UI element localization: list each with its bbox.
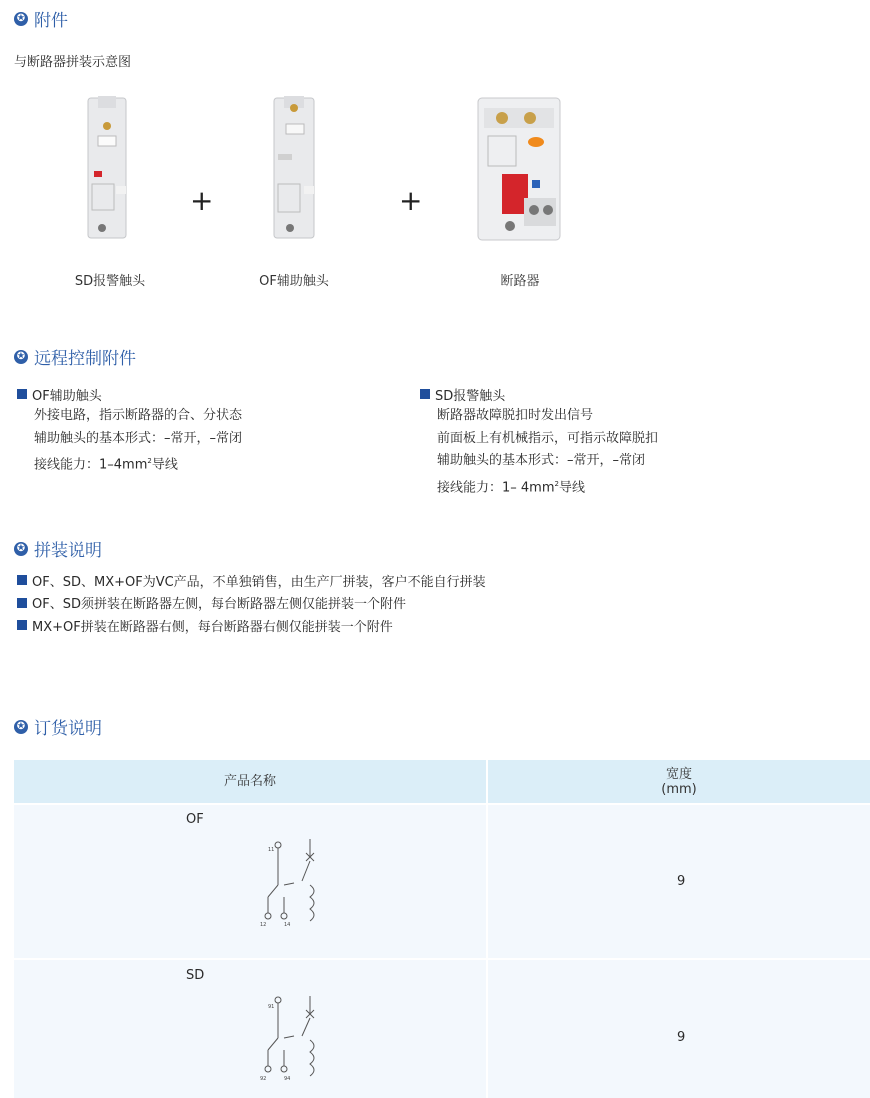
plus-sign-2: + bbox=[399, 184, 423, 217]
sd-line: 断路器故障脱扣时发出信号 bbox=[437, 408, 594, 423]
of-line: 外接电路，指示断路器的合、分状态 bbox=[34, 408, 243, 423]
svg-text:14: 14 bbox=[284, 922, 291, 927]
bullet-square-icon bbox=[17, 575, 27, 585]
star-icon: ✪ bbox=[14, 350, 28, 364]
bullet-square-icon bbox=[17, 389, 27, 399]
sd-contact-heading: SD报警触头 bbox=[435, 388, 506, 404]
of-wire-capacity: 接线能力：$1-4mm^2$导线 bbox=[34, 457, 178, 473]
col-header-width: 宽度 (mm) bbox=[488, 760, 870, 803]
svg-text:94: 94 bbox=[284, 1076, 291, 1082]
svg-text:91: 91 bbox=[268, 1004, 275, 1010]
ordering-table bbox=[14, 760, 870, 1098]
assembly-note: OF、SD须拼装在断路器左侧，每台断路器左侧仅能拼装一个附件 bbox=[17, 592, 486, 615]
row-width-of: 9 bbox=[677, 874, 686, 889]
bullet-square-icon bbox=[420, 389, 430, 399]
sd-contact-image bbox=[84, 96, 130, 242]
of-line: 辅助触头的基本形式：–常开，–常闭 bbox=[34, 430, 243, 446]
of-contact-block bbox=[17, 383, 242, 477]
star-icon: ✪ bbox=[14, 720, 28, 734]
table-row bbox=[488, 960, 870, 1098]
of-contact-heading: OF辅助触头 bbox=[32, 388, 102, 404]
section-attachments-title: ✪ 附件 bbox=[14, 6, 68, 31]
assembly-note: OF、SD、MX+OF为VC产品，不单独销售，由生产厂拼装，客户不能自行拼装 bbox=[17, 569, 486, 592]
table-row bbox=[14, 805, 486, 958]
assembly-notes bbox=[17, 569, 486, 637]
row-name-sd: SD bbox=[186, 968, 205, 983]
plus-sign-1: + bbox=[190, 184, 214, 217]
caption-sd: SD报警触头 bbox=[74, 274, 146, 289]
row-name-of: OF bbox=[186, 812, 204, 827]
col-header-product-name: 产品名称 bbox=[14, 760, 486, 803]
star-icon: ✪ bbox=[14, 12, 28, 26]
of-contact-image bbox=[270, 96, 320, 242]
svg-text:12: 12 bbox=[260, 922, 267, 927]
sd-line: 辅助触头的基本形式：–常开，–常闭 bbox=[437, 453, 646, 468]
sd-wire-capacity: 接线能力：1– $4mm^2$导线 bbox=[437, 479, 585, 495]
section-assembly-title: ✪ 拼装说明 bbox=[14, 536, 102, 561]
sd-contact-symbol bbox=[254, 992, 324, 1084]
star-icon: ✪ bbox=[14, 542, 28, 556]
caption-of: OF辅助触头 bbox=[259, 274, 329, 289]
table-row bbox=[14, 960, 486, 1098]
svg-text:11: 11 bbox=[268, 847, 275, 853]
section-remote-title: ✪ 远程控制附件 bbox=[14, 344, 136, 369]
assembly-note: MX+OF拼装在断路器右侧，每台断路器右侧仅能拼装一个附件 bbox=[17, 614, 486, 637]
caption-breaker: 断路器 bbox=[500, 274, 540, 289]
breaker-image bbox=[474, 94, 564, 244]
sd-line: 前面板上有机械指示，可指示故障脱扣 bbox=[437, 430, 659, 446]
of-contact-symbol bbox=[254, 835, 324, 927]
row-width-sd: 9 bbox=[677, 1030, 686, 1045]
bullet-square-icon bbox=[17, 620, 27, 630]
sd-contact-block bbox=[420, 383, 658, 499]
bullet-square-icon bbox=[17, 598, 27, 608]
svg-text:92: 92 bbox=[260, 1076, 267, 1082]
assembly-subtitle: 与断路器拼装示意图 bbox=[14, 55, 132, 70]
section-ordering-title: ✪ 订货说明 bbox=[14, 714, 102, 739]
